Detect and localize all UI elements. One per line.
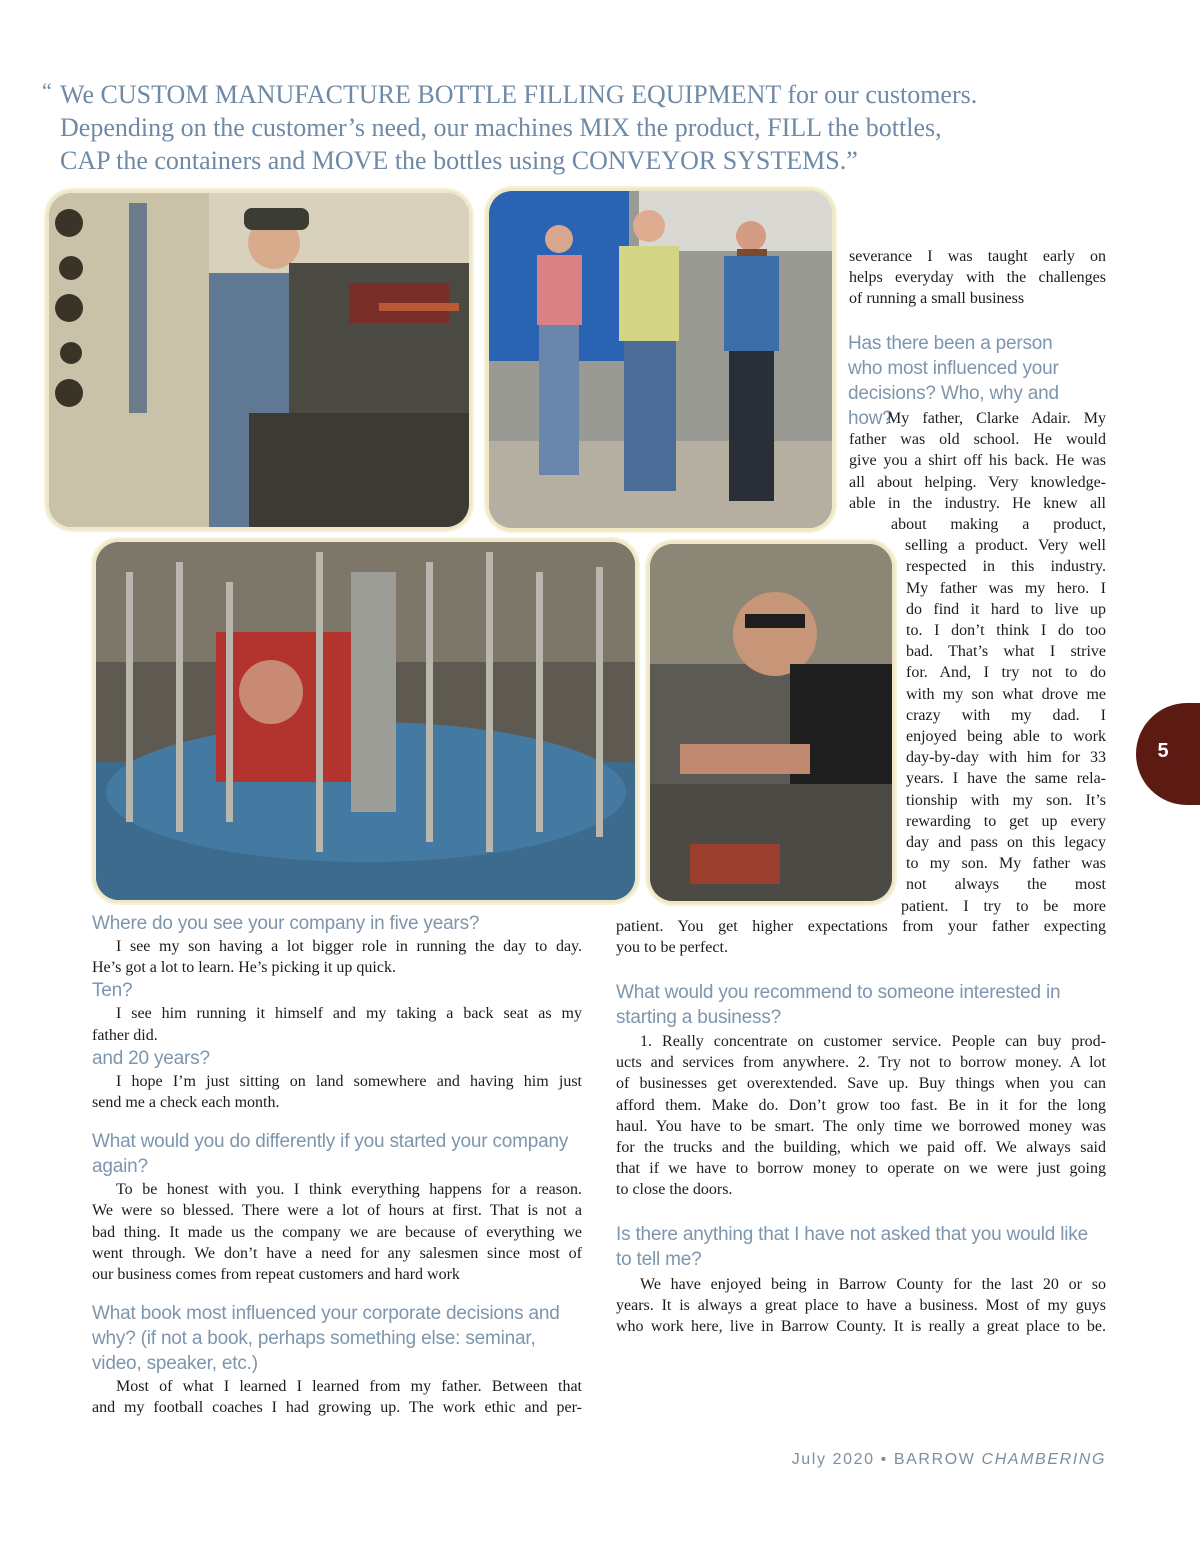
text-line: to. I don’t think I do too [906, 622, 1106, 640]
text-line: haul. You have to be smart. The only time we borrowed money was [616, 1117, 1106, 1135]
text-line: rewarding to get up every [906, 812, 1106, 830]
question-line: again? [92, 1156, 148, 1178]
text-line: for. And, I try not to do [906, 664, 1106, 682]
question-line: who most influenced your [848, 358, 1059, 379]
footer-bullet: • [880, 1451, 888, 1468]
text-line: afford them. Make do. Don’t grow too fast. Be in it for the long [616, 1096, 1106, 1114]
question-ten: Ten? [92, 980, 133, 1002]
pull-quote-line: We CUSTOM MANUFACTURE BOTTLE FILLING EQUIPMENT for our customers. [60, 80, 978, 109]
photo-man-at-bench-image [650, 544, 892, 901]
text-line: enjoyed being able to work [906, 728, 1106, 746]
text-line: We were so blessed. There were a lot of hours at first. That is not a [92, 1202, 582, 1220]
left-column [92, 911, 582, 1419]
footer [792, 1451, 1106, 1469]
text-line: send me a check each month. [92, 1094, 280, 1112]
text-line: not always the most [906, 876, 1106, 894]
text-line: who work here, live in Barrow County. It is really a great place to be. [616, 1318, 1106, 1336]
text-line: of businesses get overextended. Save up. Buy things when you can [616, 1075, 1106, 1093]
text-line: with my son what drove me [906, 685, 1106, 703]
text-line: I see my son having a lot bigger role in running the day to day. [116, 938, 582, 955]
question-line: What would you recommend to someone interested in [616, 982, 1061, 1003]
text-line: father did. [92, 1026, 158, 1044]
question-line: video, speaker, etc.) [92, 1353, 258, 1375]
text-line: day and pass on this legacy [906, 834, 1106, 852]
text-line: that if we have to borrow money to operate on we were just going [616, 1160, 1106, 1178]
text-line: day-by-day with him for 33 [906, 749, 1106, 767]
text-line: patient. You get higher expectations from your father expecting [616, 918, 1106, 935]
text-line: years. I have the same rela- [906, 770, 1106, 788]
question-line: decisions? Who, why and how? [848, 383, 1059, 429]
answer-anything [616, 1274, 1106, 1338]
question-line: Has there been a person [848, 333, 1053, 354]
question-anything [616, 1222, 1106, 1272]
text-line: to close the doors. [616, 1181, 733, 1199]
text-line: our business comes from repeat customers and hard work [92, 1266, 460, 1284]
text-line: ucts and services from anywhere. 2. Try not to borrow money. A lot [616, 1054, 1106, 1072]
text-line: I hope I’m just sitting on land somewhere and having him just [116, 1072, 582, 1090]
photo-three-men-image [489, 191, 832, 528]
text-line: crazy with my dad. I [906, 706, 1106, 724]
text-line: tionship with my son. It’s [906, 791, 1106, 809]
photo-three-men [486, 188, 835, 531]
answer-influence-narrow [891, 514, 1106, 917]
answer-influence-end [616, 916, 1106, 958]
text-line: about making a product, [891, 516, 1106, 533]
question-line: to tell me? [616, 1249, 702, 1270]
text-line: patient. I try to be more [901, 897, 1106, 915]
text-line: My father was my hero. I [906, 579, 1106, 597]
footer-publication: BARROW [893, 1451, 976, 1468]
answer-influence-wide [849, 408, 1106, 514]
text-line: He’s got a lot to learn. He’s picking it up quick. [92, 959, 396, 977]
text-line: To be honest with you. I think everything happens for a reason. [116, 1181, 582, 1199]
quote-mark: “ [42, 78, 52, 103]
text-line: of running a small business [849, 290, 1025, 308]
question-recommend [616, 980, 1106, 1030]
photo-man-at-machine [46, 190, 472, 530]
question-twenty: and 20 years? [92, 1047, 210, 1069]
text-line: bad thing. It made us the company we are because of everything we [92, 1223, 582, 1241]
text-line: severance I was taught early on [849, 248, 1106, 265]
text-line: bad. That’s what I strive [906, 643, 1106, 661]
footer-date: July 2020 [791, 1451, 875, 1468]
text-line: We have enjoyed being in Barrow County for the last 20 or so [640, 1276, 1106, 1293]
text-line: father was old school. He would [849, 431, 1106, 449]
pull-quote-line: Depending on the customer’s need, our machines MIX the product, FILL the bottles, [60, 113, 942, 142]
text-line: helps everyday with the challenges [849, 269, 1106, 287]
text-line: years. It is always a great place to have a business. Most of my guys [616, 1297, 1106, 1315]
text-line: respected in this industry. [906, 558, 1106, 576]
text-line: went through. We don’t have a need for any salesmen since most of [92, 1244, 582, 1262]
pull-quote [42, 78, 1150, 177]
photo-man-in-rod-machine [93, 539, 638, 903]
text-line: you to be perfect. [616, 939, 728, 957]
question-line: starting a business? [616, 1007, 781, 1028]
question-line: Is there anything that I have not asked that you would like [616, 1224, 1088, 1245]
text-line: able in the industry. He knew all [849, 494, 1106, 512]
question-line: why? (if not a book, perhaps something else: seminar, [92, 1328, 536, 1350]
page-number: 5 [1157, 740, 1169, 762]
text-line: give you a shirt off his back. He was [849, 452, 1106, 470]
pull-quote-line: CAP the containers and MOVE the bottles using CONVEYOR SYSTEMS.” [60, 146, 858, 175]
text-line: to my son. My father was [906, 855, 1106, 873]
text-line: Most of what I learned I learned from my father. Between that [116, 1378, 582, 1396]
text-line: and my football coaches I had growing up. The work ethic and per- [92, 1399, 582, 1417]
footer-publication-italic: CHAMBERING [981, 1451, 1106, 1468]
question-five-years: Where do you see your company in five years? [92, 913, 480, 934]
text-line: 1. Really concentrate on customer service. People can buy prod- [640, 1033, 1106, 1050]
text-line: all about helping. Very knowledge- [849, 473, 1106, 491]
text-line: selling a product. Very well [905, 537, 1106, 555]
right-col-top [849, 246, 1106, 310]
photo-man-in-rod-machine-image [96, 542, 635, 900]
text-line: My father, Clarke Adair. My [887, 410, 1106, 427]
photo-man-at-machine-image [49, 193, 469, 527]
question-line: What book most influenced your corporate decisions and [92, 1303, 560, 1325]
text-line: do find it hard to live up [906, 600, 1106, 618]
question-line: What would you do differently if you started your company [92, 1131, 569, 1153]
text-line: I see him running it himself and my taking a back seat as my [116, 1005, 582, 1023]
text-line: for the trucks and the building, which we paid off. We always said [616, 1139, 1106, 1157]
photo-man-at-bench [647, 541, 895, 904]
answer-recommend [616, 1031, 1106, 1201]
